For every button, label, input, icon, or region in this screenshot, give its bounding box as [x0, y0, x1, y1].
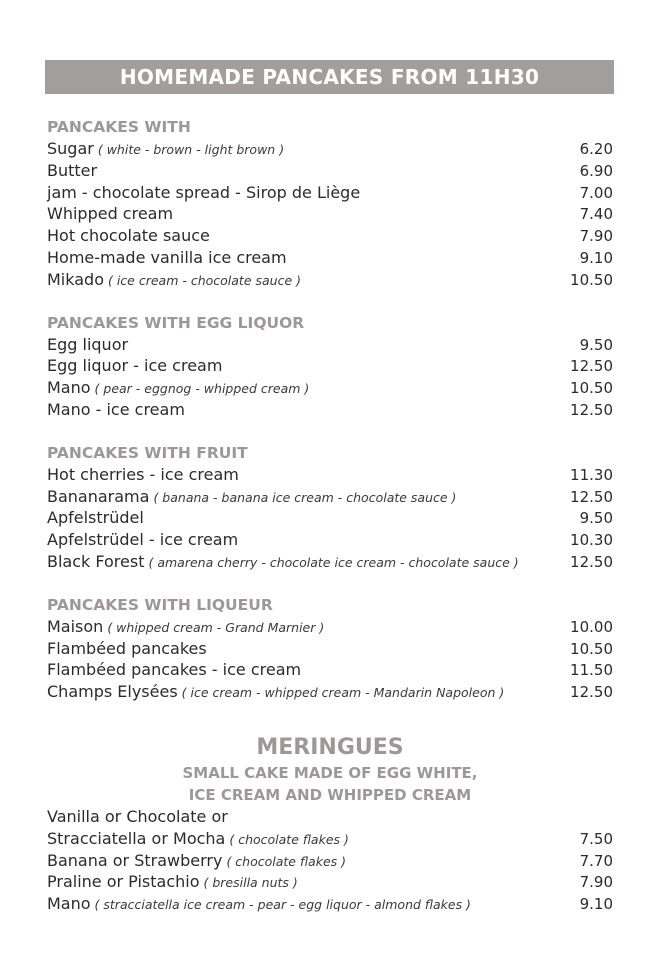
section-title: PANCAKES WITH — [47, 118, 191, 136]
item-description: ( banana - banana ice cream - chocolate sauce ) — [153, 489, 457, 505]
item-name: Apfelstrüdel - ice cream — [47, 530, 239, 550]
item-price: 7.90 — [579, 227, 613, 246]
item-price: 9.10 — [579, 895, 613, 914]
item-price: 6.20 — [579, 140, 613, 158]
menu-item — [47, 486, 613, 508]
item-price: 12.50 — [570, 683, 613, 702]
section-title: PANCAKES WITH FRUIT — [47, 443, 248, 462]
section-liqueur — [47, 594, 613, 703]
menu-item — [47, 203, 613, 225]
item-name: Hot cherries - ice cream — [47, 464, 239, 484]
meringues-title: MERINGUES — [256, 734, 404, 760]
item-description: ( amarena cherry - chocolate ice cream - chocolate sauce ) — [148, 554, 519, 570]
item-name: Champs Elysées — [47, 682, 178, 702]
menu-item — [47, 138, 613, 160]
menu-item — [47, 638, 613, 660]
menu-item — [47, 399, 613, 421]
item-name: Mano - ice cream — [47, 399, 185, 419]
item-price: 6.90 — [579, 161, 613, 180]
item-name: Praline or Pistachio — [47, 872, 200, 892]
item-price: 7.40 — [579, 205, 613, 224]
menu-item — [47, 529, 613, 551]
item-name: Apfelstrüdel — [47, 508, 144, 528]
item-price: 11.30 — [570, 465, 613, 484]
item-description: ( chocolate flakes ) — [229, 831, 349, 847]
item-name: Banana or Strawberry — [47, 850, 223, 870]
item-name: Egg liquor - ice cream — [47, 356, 223, 376]
item-name: jam - chocolate spread - Sirop de Liège — [47, 182, 361, 202]
section-fruit — [47, 442, 613, 573]
item-description: ( white - brown - light brown ) — [97, 142, 285, 157]
section-egg-liquor — [47, 312, 613, 421]
item-name: Black Forest — [47, 551, 145, 571]
item-name: Home-made vanilla ice cream — [47, 247, 287, 267]
menu-item — [47, 334, 613, 356]
section-meringues — [47, 806, 613, 915]
item-price: 10.30 — [570, 531, 613, 550]
menu-item — [47, 871, 613, 893]
meringues-intro — [47, 806, 613, 828]
item-description: ( pear - eggnog - whipped cream ) — [94, 381, 310, 397]
menu-body — [47, 116, 613, 936]
item-price: 7.00 — [579, 183, 613, 202]
menu-item — [47, 659, 613, 681]
menu-item — [47, 355, 613, 377]
item-price: 9.50 — [579, 335, 613, 354]
item-price: 11.50 — [570, 661, 613, 680]
item-name: Egg liquor — [47, 334, 129, 354]
item-description: ( ice cream - whipped cream - Mandarin Napoleon ) — [181, 685, 505, 701]
item-name: Whipped cream — [47, 204, 174, 224]
item-name: Bananarama — [47, 486, 150, 506]
item-description: ( bresilla nuts ) — [203, 875, 298, 891]
meringues-subtitle-line1: SMALL CAKE MADE OF EGG WHITE, — [182, 763, 478, 782]
menu-item — [47, 160, 613, 182]
menu-item — [47, 225, 613, 247]
section-title: PANCAKES WITH EGG LIQUOR — [47, 313, 305, 332]
item-price: 12.50 — [570, 552, 613, 571]
item-name: Flambéed pancakes - ice cream — [47, 660, 302, 680]
menu-item — [47, 616, 613, 638]
meringues-subtitle-line2: ICE CREAM AND WHIPPED CREAM — [188, 785, 472, 804]
meringues-header — [47, 734, 613, 806]
section-title: PANCAKES WITH LIQUEUR — [47, 595, 273, 614]
menu-item — [47, 828, 613, 850]
item-price: 10.50 — [570, 379, 613, 398]
item-name: Maison — [47, 616, 104, 636]
item-price: 10.50 — [570, 639, 613, 658]
item-name: Vanilla or Chocolate or — [47, 806, 228, 826]
item-name: Sugar — [47, 139, 94, 158]
item-price: 12.50 — [570, 400, 613, 419]
item-price: 7.50 — [579, 829, 613, 848]
menu-item — [47, 182, 613, 204]
menu-item — [47, 269, 613, 291]
item-name: Mano — [47, 894, 91, 914]
item-name: Flambéed pancakes — [47, 638, 207, 658]
menu-item — [47, 464, 613, 486]
item-name: Hot chocolate sauce — [47, 226, 210, 246]
item-price: 9.50 — [579, 509, 613, 528]
item-name: Mikado — [47, 269, 104, 289]
item-name: Stracciatella or Mocha — [47, 828, 226, 848]
section-pancakes-with — [47, 116, 613, 291]
menu-item — [47, 247, 613, 269]
menu-item — [47, 893, 613, 915]
item-price: 10.50 — [570, 270, 613, 289]
menu-item — [47, 551, 613, 573]
menu-item — [47, 681, 613, 703]
item-description: ( whipped cream - Grand Marnier ) — [107, 619, 325, 635]
menu-item — [47, 507, 613, 529]
item-price: 10.00 — [570, 617, 613, 636]
item-name: Butter — [47, 160, 98, 180]
menu-banner: HOMEMADE PANCAKES FROM 11H30 — [45, 60, 614, 94]
item-description: ( ice cream - chocolate sauce ) — [107, 272, 302, 288]
menu-item — [47, 850, 613, 872]
menu-item — [47, 377, 613, 399]
item-name: Mano — [47, 378, 91, 398]
item-description: ( stracciatella ice cream - pear - egg liquor - almond flakes ) — [94, 897, 471, 913]
item-description: ( chocolate flakes ) — [226, 853, 346, 869]
item-price: 12.50 — [570, 487, 613, 506]
item-price: 7.70 — [579, 851, 613, 870]
item-price: 12.50 — [570, 357, 613, 376]
item-price: 9.10 — [579, 248, 613, 267]
item-price: 7.90 — [579, 873, 613, 892]
